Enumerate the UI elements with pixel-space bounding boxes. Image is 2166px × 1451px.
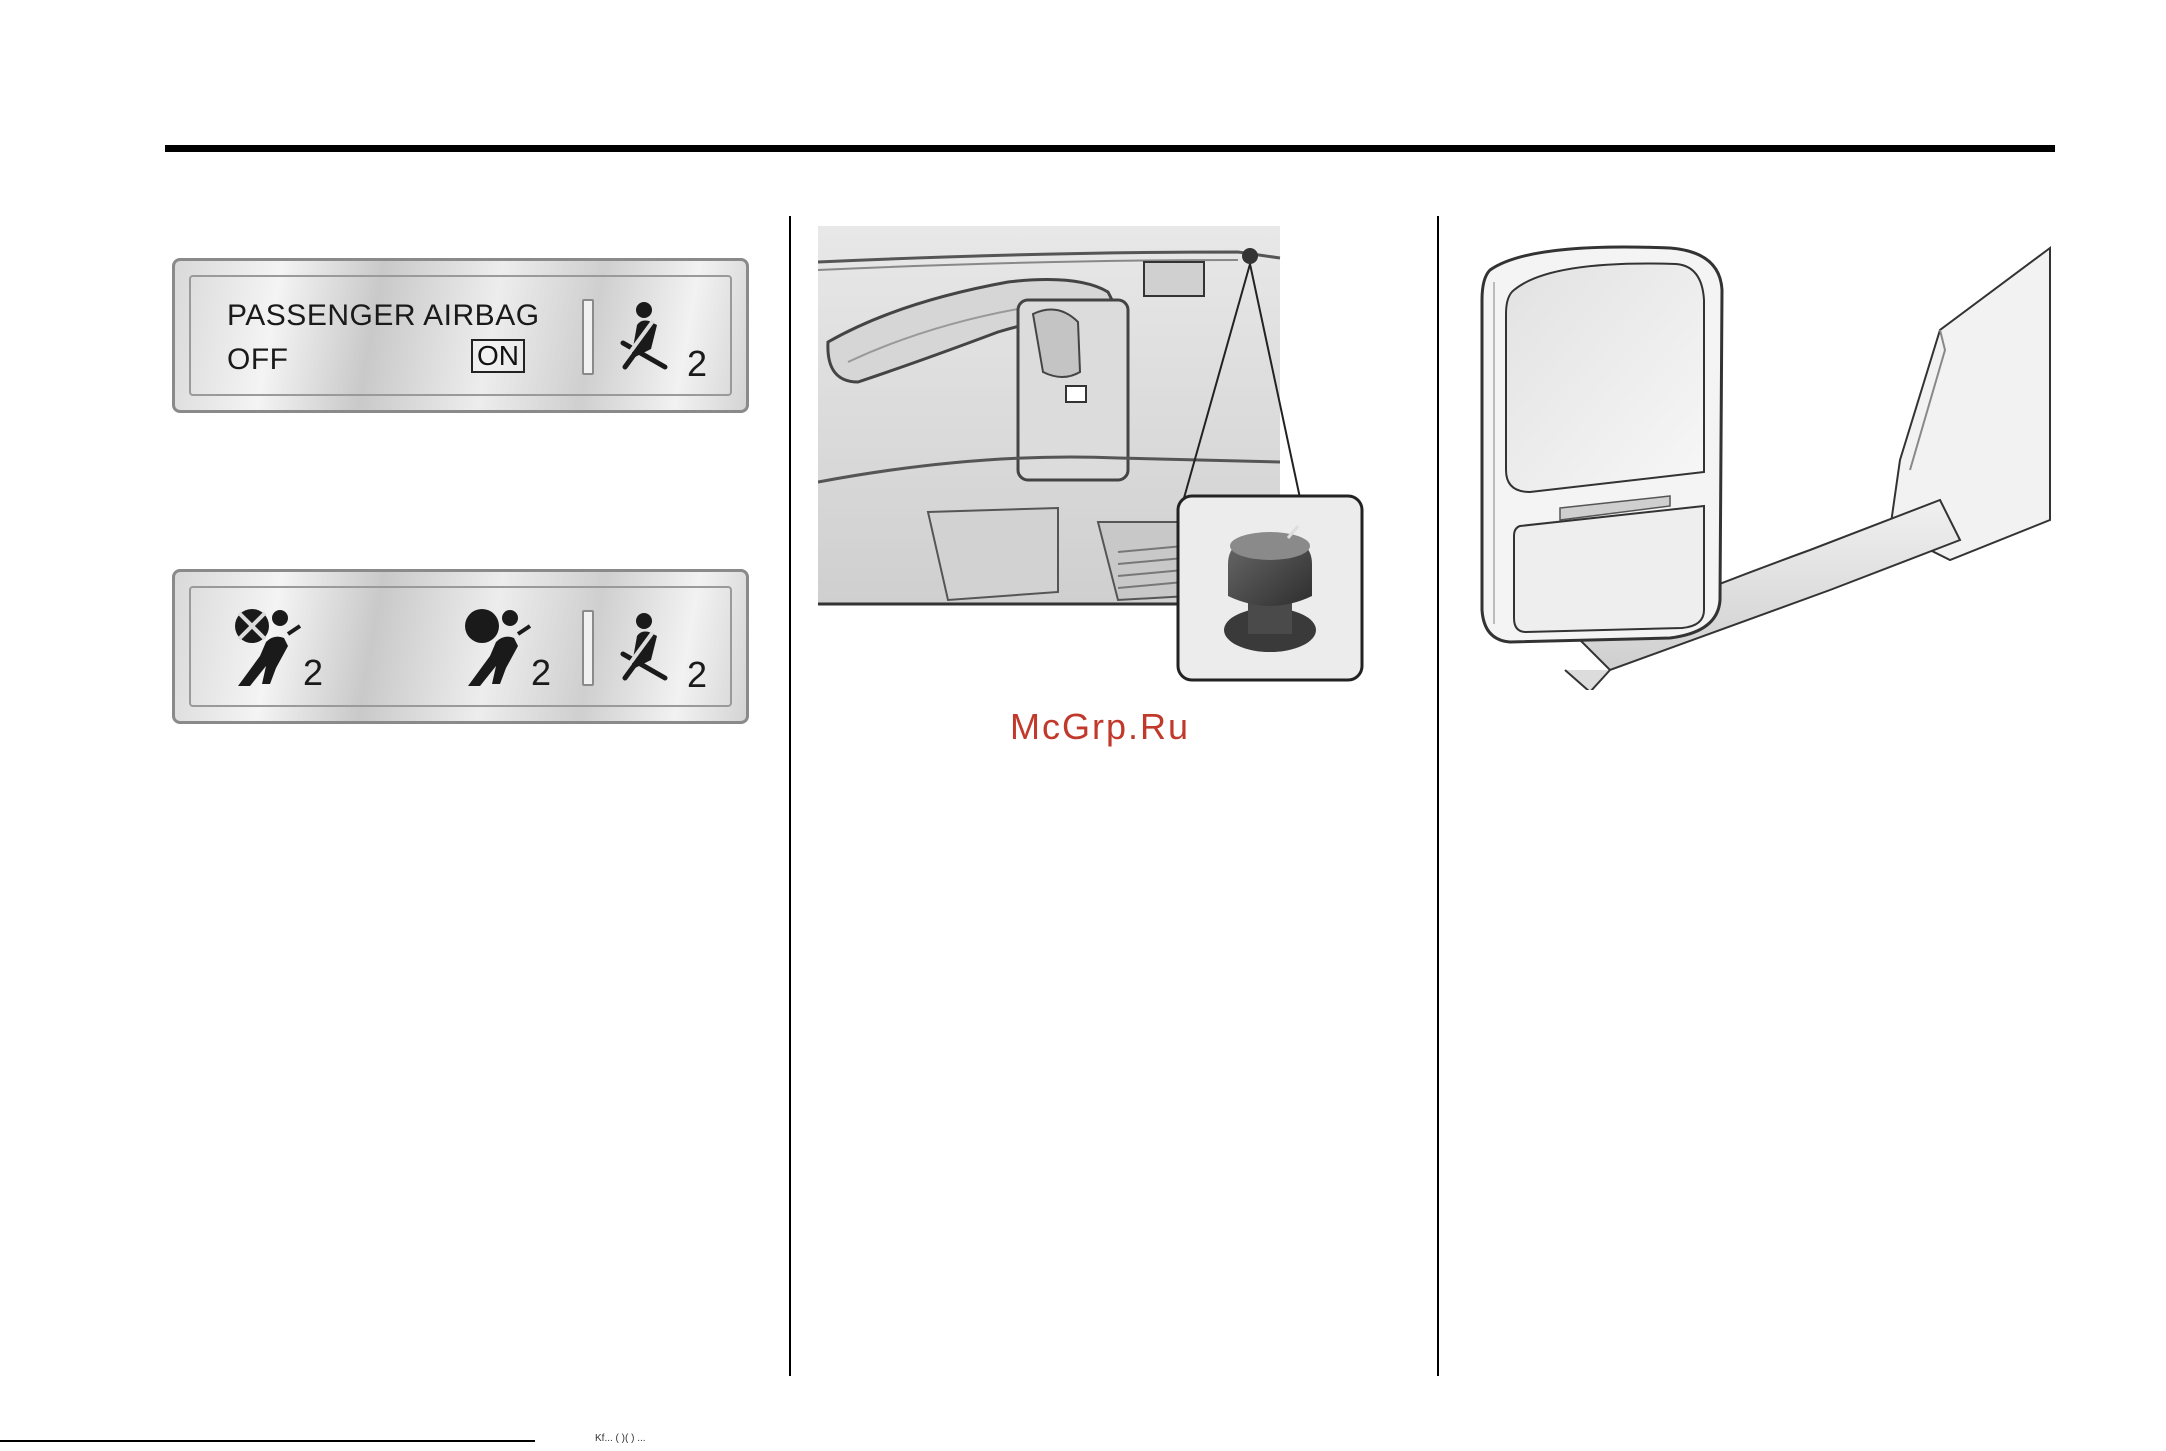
passenger-airbag-label: PASSENGER AIRBAG (227, 299, 540, 332)
seatbelt-seat-number: 2 (687, 343, 708, 384)
airbag-off-label: OFF (227, 343, 289, 376)
seatbelt-seat-number: 2 (687, 654, 708, 695)
window-switch-cluster (1144, 262, 1204, 296)
watermark-text: McGrp.Ru (1009, 706, 1191, 747)
airbag-off-seat-number: 2 (303, 652, 324, 693)
airbag-on-icon (460, 606, 532, 692)
airbag-off-icon (230, 606, 302, 692)
seatbelt-icon (617, 612, 683, 688)
header-rule (165, 145, 2055, 152)
seatbelt-icon (617, 301, 683, 377)
mirror-glass-upper (1506, 264, 1704, 492)
lock-knob-small (1242, 248, 1258, 264)
airbag-indicator-symbol-panel (172, 569, 749, 724)
footer-rule (0, 1440, 535, 1442)
exterior-mirror-illustration (1470, 230, 2055, 690)
panel-separator (582, 299, 594, 375)
column-divider-right (1437, 216, 1439, 1376)
airbag-on-label: ON (471, 339, 525, 373)
footer-note: Kf... ( )( ) ... (595, 1433, 646, 1444)
passenger-airbag-status-panel (172, 258, 749, 413)
column-divider-left (789, 216, 791, 1376)
panel-separator (582, 610, 594, 686)
airbag-on-seat-number: 2 (531, 652, 552, 693)
door-lock-knob-illustration (818, 222, 1393, 684)
mirror-glass-lower (1514, 506, 1704, 632)
